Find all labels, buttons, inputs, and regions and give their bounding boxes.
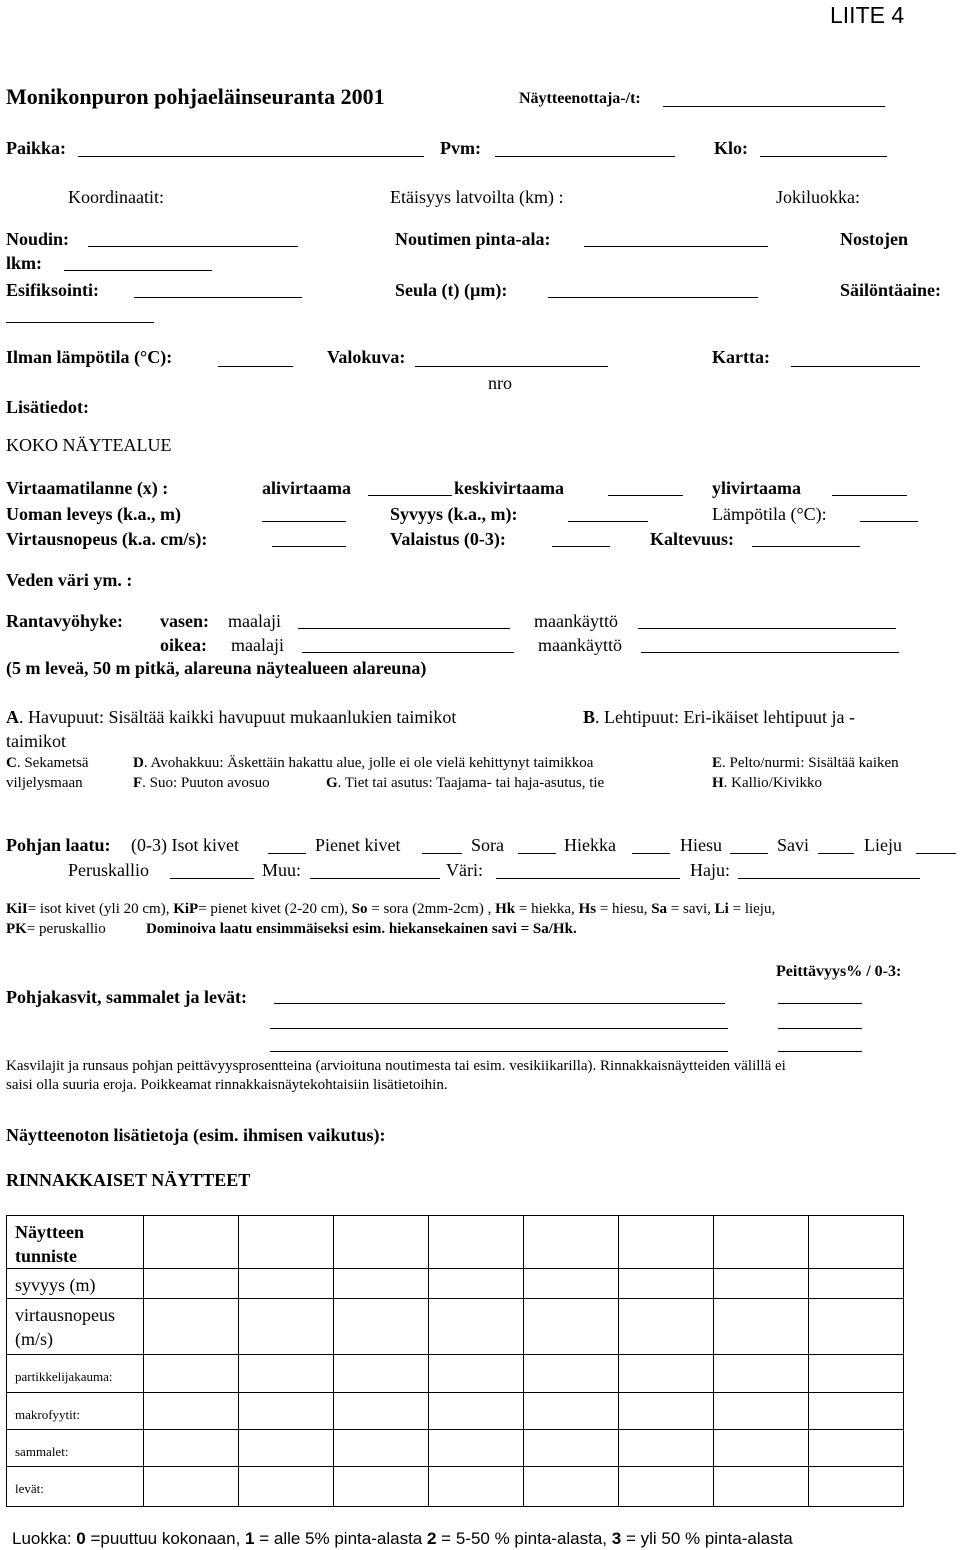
low-flow-label: alivirtaama — [262, 478, 351, 498]
plants-field-1[interactable] — [274, 1003, 725, 1004]
riparian-label: Rantavyöhyke: — [6, 611, 124, 631]
flow-speed-field[interactable] — [272, 546, 346, 547]
bedrock-label: Peruskallio — [68, 860, 149, 880]
cell[interactable] — [429, 1299, 524, 1355]
gravel-field[interactable] — [518, 853, 556, 854]
sampler-device-field[interactable] — [88, 246, 298, 247]
appendix-label: LIITE 4 — [830, 2, 905, 28]
silt-field[interactable] — [730, 853, 768, 854]
cell[interactable] — [524, 1393, 619, 1430]
cell[interactable] — [239, 1355, 334, 1393]
cell[interactable] — [144, 1216, 239, 1269]
coverage-field-1[interactable] — [778, 1003, 862, 1004]
cell[interactable] — [144, 1393, 239, 1430]
cell[interactable] — [524, 1355, 619, 1393]
slope-label: Kaltevuus: — [650, 529, 735, 549]
prefix-field[interactable] — [134, 297, 302, 298]
plants-note-2: saisi olla suuria eroja. Poikkeamat rinnakkaisnäytekohtaisiin lisätietoihin. — [6, 1077, 448, 1093]
depth-row-label: syvyys (m) — [7, 1269, 144, 1299]
abbreviation-key: KiI= isot kivet (yli 20 cm), KiP= pienet kivet (2-20 cm), So = sora (2mm-2cm) , Hk = hiekka, Hs = hiesu, Sa = savi, Li = lieju, — [6, 901, 776, 917]
water-color-label: Veden väri ym. : — [6, 570, 133, 590]
sampler-area-label: Noutimen pinta-ala: — [395, 229, 551, 249]
place-field[interactable] — [78, 156, 424, 157]
table-row — [7, 1216, 904, 1269]
cell[interactable] — [429, 1430, 524, 1467]
cell[interactable] — [619, 1269, 714, 1299]
left-landuse-label: maankäyttö — [534, 611, 618, 631]
macrophytes-row-label: makrofyytit: — [7, 1393, 144, 1430]
water-temp-field[interactable] — [860, 521, 918, 522]
date-label: Pvm: — [440, 138, 481, 158]
distance-label: Etäisyys latvoilta (km) : — [390, 187, 564, 207]
cell[interactable] — [809, 1216, 904, 1269]
right-landuse-label: maankäyttö — [538, 635, 622, 655]
smell-label: Haju: — [690, 860, 730, 880]
water-temp-label: Lämpötila (°C): — [712, 504, 827, 524]
cell[interactable] — [429, 1393, 524, 1430]
cell[interactable] — [714, 1467, 809, 1507]
flow-speed-row-label: virtausnopeus (m/s) — [7, 1299, 144, 1355]
lighting-field[interactable] — [552, 546, 610, 547]
lifts-field[interactable] — [64, 270, 212, 271]
cell[interactable] — [429, 1467, 524, 1507]
sampling-info-label: Näytteenoton lisätietoja (esim. ihmisen vaikutus): — [6, 1125, 386, 1145]
cell[interactable] — [714, 1216, 809, 1269]
cell[interactable] — [239, 1467, 334, 1507]
table-row — [7, 1467, 904, 1507]
depth-field[interactable] — [568, 521, 648, 522]
plants-field-2[interactable] — [270, 1028, 728, 1029]
mid-flow-label: keskivirtaama — [454, 478, 564, 498]
bedrock-field[interactable] — [170, 878, 254, 879]
sampler-device-label: Noudin: — [6, 229, 70, 249]
cell[interactable] — [714, 1430, 809, 1467]
lifts-label: Nostojen — [840, 229, 908, 249]
coordinates-label: Koordinaatit: — [68, 187, 164, 207]
cell[interactable] — [524, 1299, 619, 1355]
cell[interactable] — [809, 1393, 904, 1430]
date-field[interactable] — [495, 156, 675, 157]
right-soil-label: maalaji — [231, 635, 284, 655]
time-label: Klo: — [714, 138, 748, 158]
lighting-label: Valaistus (0-3): — [390, 529, 506, 549]
river-class-label: Jokiluokka: — [776, 187, 860, 207]
table-row — [7, 1355, 904, 1393]
preservative-label: Säilöntäaine: — [840, 280, 942, 300]
cell[interactable] — [239, 1393, 334, 1430]
dominant-note: Dominoiva laatu ensimmäiseksi esim. hiekansekainen savi = Sa/Hk. — [146, 921, 577, 937]
depth-label: Syvyys (k.a., m): — [390, 504, 518, 524]
cell[interactable] — [809, 1467, 904, 1507]
preservative-field[interactable] — [6, 322, 154, 323]
sieve-field[interactable] — [548, 297, 758, 298]
prefix-label: Esifiksointi: — [6, 280, 100, 300]
small-stones-label: Pienet kivet — [315, 835, 401, 855]
clay-label: Savi — [777, 835, 810, 855]
category-d: D. Avohakkuu: Äskettäin hakattu alue, jolle ei ole vielä kehittynyt taimikkoa — [133, 755, 594, 771]
map-field[interactable] — [791, 366, 920, 367]
smell-field[interactable] — [738, 878, 920, 879]
coverage-label: Peittävyys% / 0-3: — [776, 963, 902, 980]
cell[interactable] — [524, 1467, 619, 1507]
gravel-label: Sora — [471, 835, 504, 855]
cell[interactable] — [429, 1216, 524, 1269]
whole-area-heading: KOKO NÄYTEALUE — [6, 435, 172, 455]
cell[interactable] — [334, 1299, 429, 1355]
lifts-label-2: lkm: — [6, 253, 42, 273]
other-label: Muu: — [262, 860, 302, 880]
cell[interactable] — [144, 1430, 239, 1467]
parallel-samples-heading: RINNAKKAISET NÄYTTEET — [6, 1170, 251, 1190]
large-stones-label: (0-3) Isot kivet — [131, 835, 239, 855]
plants-note-1: Kasvilajit ja runsaus pohjan peittävyysprosentteina (arvioituna noutimesta tai esim. vesikiikarilla). Rinnakkaisnäytteiden välillä ei — [6, 1058, 786, 1074]
cell[interactable] — [714, 1355, 809, 1393]
place-label: Paikka: — [6, 138, 67, 158]
cell[interactable] — [619, 1355, 714, 1393]
channel-width-label: Uoman leveys (k.a., m) — [6, 504, 181, 524]
category-b: B. Lehtipuut: Eri-ikäiset lehtipuut ja - — [583, 707, 855, 727]
right-landuse-field[interactable] — [641, 652, 899, 653]
cell[interactable] — [809, 1269, 904, 1299]
form-title: Monikonpuron pohjaeläinseuranta 2001 — [6, 84, 385, 109]
cell[interactable] — [334, 1393, 429, 1430]
coverage-field-3[interactable] — [778, 1051, 862, 1052]
high-flow-field[interactable] — [832, 495, 907, 496]
cell[interactable] — [619, 1467, 714, 1507]
cell[interactable] — [334, 1355, 429, 1393]
cell[interactable] — [619, 1430, 714, 1467]
cell[interactable] — [714, 1269, 809, 1299]
cell[interactable] — [619, 1299, 714, 1355]
cell[interactable] — [334, 1467, 429, 1507]
cell[interactable] — [239, 1299, 334, 1355]
plants-label: Pohjakasvit, sammalet ja levät: — [6, 987, 247, 1007]
table-row — [7, 1299, 904, 1355]
class-legend: Luokka: 0 =puuttuu kokonaan, 1 = alle 5% pinta-alasta 2 = 5-50 % pinta-alasta, 3 = yli 50 % pinta-alasta — [12, 1529, 793, 1548]
small-stones-field[interactable] — [422, 853, 462, 854]
algae-row-label: levät: — [7, 1467, 144, 1507]
flow-speed-label: Virtausnopeus (k.a. cm/s): — [6, 529, 208, 549]
cell[interactable] — [144, 1269, 239, 1299]
photo-nro-label: nro — [488, 373, 512, 393]
sand-label: Hiekka — [564, 835, 616, 855]
other-field[interactable] — [310, 878, 440, 879]
large-stones-field[interactable] — [268, 853, 306, 854]
cell[interactable] — [524, 1269, 619, 1299]
slope-field[interactable] — [752, 546, 860, 547]
silt-label: Hiesu — [680, 835, 722, 855]
color-label: Väri: — [446, 860, 483, 880]
cell[interactable] — [334, 1216, 429, 1269]
cell[interactable] — [239, 1216, 334, 1269]
cell[interactable] — [809, 1430, 904, 1467]
flow-state-label: Virtaamatilanne (x) : — [6, 478, 169, 498]
category-h: H. Kallio/Kivikko — [712, 775, 822, 791]
category-c: C. Sekametsä — [6, 755, 89, 771]
sampler-area-field[interactable] — [584, 246, 768, 247]
sand-field[interactable] — [632, 853, 670, 854]
cell[interactable] — [714, 1299, 809, 1355]
sampler-label: Näytteenottaja-/t: — [519, 90, 641, 107]
time-field[interactable] — [760, 156, 887, 157]
category-e-cont: viljelysmaan — [6, 775, 83, 791]
sample-id-header: Näytteen tunniste — [7, 1216, 144, 1269]
coverage-field-2[interactable] — [778, 1028, 862, 1029]
right-bank-label: oikea: — [160, 635, 207, 655]
table-row — [7, 1269, 904, 1299]
low-flow-field[interactable] — [368, 495, 452, 496]
mosses-row-label: sammalet: — [7, 1430, 144, 1467]
cell[interactable] — [239, 1269, 334, 1299]
cell[interactable] — [429, 1355, 524, 1393]
plants-field-3[interactable] — [270, 1051, 728, 1052]
photo-field[interactable] — [415, 366, 608, 367]
air-temp-field[interactable] — [218, 366, 293, 367]
category-a: A. Havupuut: Sisältää kaikki havupuut mukaanlukien taimikot — [6, 707, 457, 727]
extra-info-label: Lisätiedot: — [6, 397, 89, 417]
cell[interactable] — [619, 1393, 714, 1430]
left-landuse-field[interactable] — [638, 628, 896, 629]
parallel-samples-table — [6, 1215, 904, 1507]
cell[interactable] — [524, 1216, 619, 1269]
left-soil-label: maalaji — [228, 611, 281, 631]
riparian-note: (5 m leveä, 50 m pitkä, alareuna näytealueen alareuna) — [6, 658, 427, 678]
mud-label: Lieju — [864, 835, 902, 855]
cell[interactable] — [334, 1430, 429, 1467]
table-row — [7, 1393, 904, 1430]
mud-field[interactable] — [916, 853, 956, 854]
left-soil-field[interactable] — [298, 628, 510, 629]
photo-label: Valokuva: — [327, 347, 406, 367]
cell[interactable] — [144, 1299, 239, 1355]
cell[interactable] — [334, 1269, 429, 1299]
map-label: Kartta: — [712, 347, 770, 367]
cell[interactable] — [619, 1216, 714, 1269]
table-row — [7, 1430, 904, 1467]
cell[interactable] — [429, 1269, 524, 1299]
category-b-cont: taimikot — [6, 731, 66, 751]
category-e: E. Pelto/nurmi: Sisältää kaiken — [712, 755, 899, 771]
high-flow-label: ylivirtaama — [712, 478, 801, 498]
cell[interactable] — [144, 1355, 239, 1393]
cell[interactable] — [239, 1430, 334, 1467]
sieve-label: Seula (t) (µm): — [395, 280, 508, 300]
color-field[interactable] — [496, 878, 680, 879]
left-bank-label: vasen: — [160, 611, 209, 631]
cell[interactable] — [809, 1299, 904, 1355]
particle-row-label: partikkelijakauma: — [7, 1355, 144, 1393]
mid-flow-field[interactable] — [608, 495, 683, 496]
cell[interactable] — [809, 1355, 904, 1393]
category-f: F. Suo: Puuton avosuo — [133, 775, 270, 791]
cell[interactable] — [714, 1393, 809, 1430]
channel-width-field[interactable] — [262, 521, 346, 522]
air-temp-label: Ilman lämpötila (°C): — [6, 347, 173, 367]
category-g: G. Tiet tai asutus: Taajama- tai haja-asutus, tie — [326, 775, 605, 791]
sampler-field[interactable] — [663, 106, 885, 107]
bottom-quality-label: Pohjan laatu: — [6, 835, 111, 855]
clay-field[interactable] — [818, 853, 854, 854]
abbreviation-key-2: PK= peruskallio — [6, 921, 106, 937]
cell[interactable] — [524, 1430, 619, 1467]
right-soil-field[interactable] — [302, 652, 514, 653]
cell[interactable] — [144, 1467, 239, 1507]
